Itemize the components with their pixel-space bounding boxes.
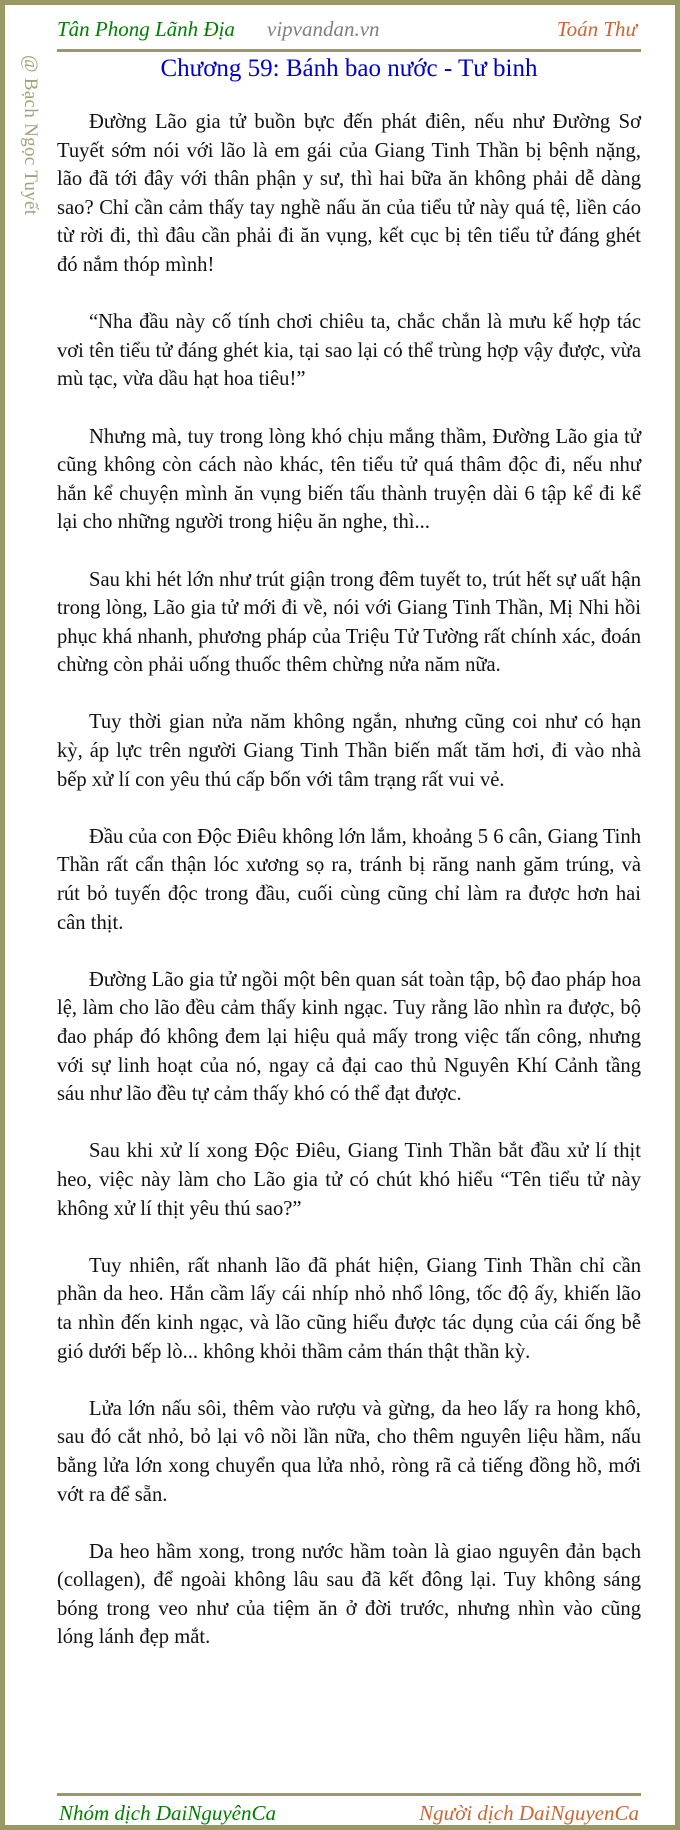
paragraph: Đầu của con Độc Điêu không lớn lắm, khoảng 5 6 cân, Giang Tinh Thần rất cẩn thận lóc xương sọ ra, tránh bị răng nanh găm trúng, và rút bỏ tuyến độc trong đầu, cuối cùng cũng chỉ làm ra được hơn hai cân thịt. — [57, 825, 641, 934]
page-header — [57, 11, 641, 52]
translation-group: Nhóm dịch DaiNguyênCa — [59, 1801, 276, 1825]
paragraph: Tuy nhiên, rất nhanh lão đã phát hiện, Giang Tinh Thần chỉ cần phần da heo. Hắn cầm lấy cái nhíp nhỏ nhổ lông, tốc độ ấy, khiến lão ta nhìn đến kinh ngạc, và lão cũng hiểu được tác dụng của cái ống bễ gió dưới bếp lò... không khỏi thầm cảm thán thật thần kỳ. — [57, 1254, 641, 1363]
paragraph: Da heo hầm xong, trong nước hầm toàn là giao nguyên đản bạch (collagen), để ngoài không lâu sau đã kết đông lại. Tuy không sáng bóng trong veo như của tiệm ăn ở đời trước, nhưng nhìn vào cũng lóng lánh đẹp mắt. — [57, 1540, 641, 1649]
translator-credit: Người dịch DaiNguyenCa — [419, 1801, 639, 1825]
site-url: vipvandan.vn — [267, 17, 380, 41]
paragraph: “Nha đầu này cố tính chơi chiêu ta, chắc chắn là mưu kế hợp tác vơi tên tiểu tử đáng ghét kia, tại sao lại có thể trùng hợp vậy được, vừa mù tạc, vừa dầu hạt hoa tiêu!” — [57, 311, 641, 391]
document-page — [5, 5, 675, 1825]
paragraph: Sau khi hét lớn như trút giận trong đêm tuyết to, trút hết sự uất hận trong lòng, Lão gia tử mới đi về, nói với Giang Tinh Thần, Mị Nhi hồi phục khá nhanh, phương pháp của Triệu Tử Tường rất chính xác, đoán chừng còn phải uống thuốc thêm chừng nửa năm nữa. — [57, 568, 641, 677]
chapter-title: Chương 59: Bánh bao nước - Tư binh — [160, 55, 538, 82]
chapter-content — [57, 108, 641, 1681]
page-footer — [57, 1793, 641, 1826]
paragraph: Tuy thời gian nửa năm không ngắn, nhưng cũng coi như có hạn kỳ, áp lực trên người Giang Tinh Thần biến mất tăm hơi, đi vào nhà bếp xử lí con yêu thú cấp bốn với tâm trạng rất vui vẻ. — [57, 711, 641, 791]
paragraph: Nhưng mà, tuy trong lòng khó chịu mắng thầm, Đường Lão gia tử cũng không còn cách nào khác, tên tiểu tử quá thâm độc đi, nếu như hắn kể chuyện mình ăn vụng biến tấu thành truyện dài 6 tập kể đi kể lại cho những người trong hiệu ăn nghe, thì... — [57, 425, 641, 534]
paragraph: Đường Lão gia tử buồn bực đến phát điên, nếu như Đường Sơ Tuyết sớm nói với lão là em gái của Giang Tinh Thần bị bệnh nặng, lão đã tới đây với thân phận y sư, thì hai bữa ăn không phải dễ dàng sao? Chỉ cần cảm thấy tay nghề nấu ăn của tiểu tử này quá tệ, liền cáo từ rời đi, thì đâu cần phải đi ăn vụng, kết cục bị tên tiểu tử đáng ghét đó nắm thóp mình! — [57, 111, 641, 276]
book-category: Toán Thư — [556, 17, 637, 41]
site-name: Tân Phong Lãnh Địa — [57, 17, 235, 41]
paragraph: Lửa lớn nấu sôi, thêm vào rượu và gừng, da heo lấy ra hong khô, sau đó cắt nhỏ, bỏ lại vô nồi lần nữa, cho thêm nguyên liệu hầm, nấu bằng lửa lớn xong chuyển qua lửa nhỏ, ròng rã cả tiếng đồng hồ, mới vớt ra để sẵn. — [57, 1397, 641, 1506]
side-credit: @ Bạch Ngọc Tuyết — [20, 55, 41, 216]
paragraph: Đường Lão gia tử ngồi một bên quan sát toàn tập, bộ đao pháp hoa lệ, làm cho lão đều cảm thấy kinh ngạc. Tuy rằng lão nhìn ra được, bộ đao pháp đó không đem lại hiệu quả mấy trong việc tấn công, nhưng với sự linh hoạt của nó, ngay cả đại cao thủ Nguyên Khí Cảnh tầng sáu như lão đều tự cảm thấy khó có thể đạt được. — [57, 968, 641, 1106]
paragraph: Sau khi xử lí xong Độc Điêu, Giang Tinh Thần bắt đầu xử lí thịt heo, việc này làm cho Lão gia tử có chút khó hiểu “Tên tiểu tử này không xử lí thịt yêu thú sao?” — [57, 1140, 641, 1220]
